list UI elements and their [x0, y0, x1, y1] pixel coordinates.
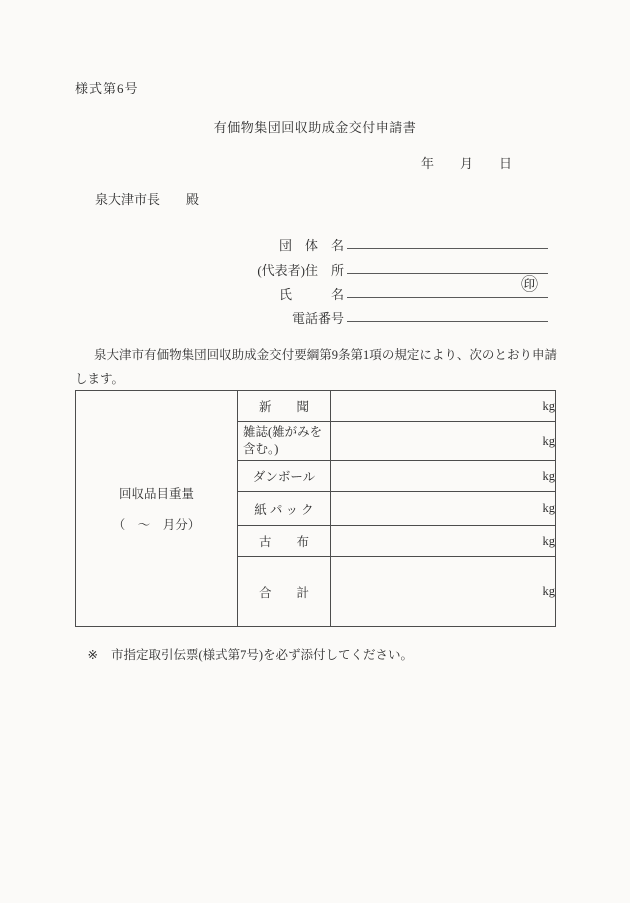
field-label-phone-number: 電話番号 [291, 311, 344, 326]
item-label-magazines: 雑誌(雑がみを含む。) [238, 422, 331, 461]
note-mark: ※ [87, 648, 98, 662]
note-text: 市指定取引伝票(様式第7号)を必ず添付してください。 [110, 648, 414, 662]
field-line-representative-address [347, 273, 548, 274]
weight-value-paper-pack: kg [331, 492, 556, 526]
date-line: 年 月 日 [420, 156, 512, 171]
weight-value-used-cloth: kg [331, 526, 556, 557]
item-label-newspaper: 新 聞 [238, 391, 331, 422]
seal-mark-icon: ㊞ [521, 275, 538, 294]
item-label-used-cloth: 古 布 [238, 526, 331, 557]
attachment-note [75, 630, 413, 678]
document-title: 有価物集団回収助成金交付申請書 [213, 120, 417, 135]
form-number: 様式第6号 [75, 81, 139, 96]
row-header-period: （ ～ 月分） [112, 518, 201, 532]
field-line-group-name [347, 248, 548, 249]
collected-items-weight-table [75, 390, 556, 627]
field-line-name [347, 297, 548, 298]
weight-value-cardboard: kg [331, 461, 556, 492]
application-statement: 泉大津市有価物集団回収助成金交付要綱第9条第1項の規定により、次のとおり申請します。 [75, 348, 557, 386]
field-label-group-name: 団 体 名 [278, 238, 344, 253]
row-header-cell [76, 391, 238, 627]
weight-value-newspaper: kg [331, 391, 556, 422]
row-header-title: 回収品目重量 [118, 487, 194, 501]
item-label-paper-pack: 紙 パ ッ ク [238, 492, 331, 526]
field-line-phone-number [347, 321, 548, 322]
addressee: 泉大津市長 殿 [95, 192, 200, 207]
weight-value-magazines: kg [331, 422, 556, 461]
field-label-name: 氏 名 [278, 287, 344, 302]
field-label-representative-address: (代表者)住 所 [257, 263, 344, 278]
item-label-total: 合 計 [238, 557, 331, 627]
item-label-cardboard: ダンボール [238, 461, 331, 492]
table-row [76, 391, 556, 422]
weight-value-total: kg [331, 557, 556, 627]
